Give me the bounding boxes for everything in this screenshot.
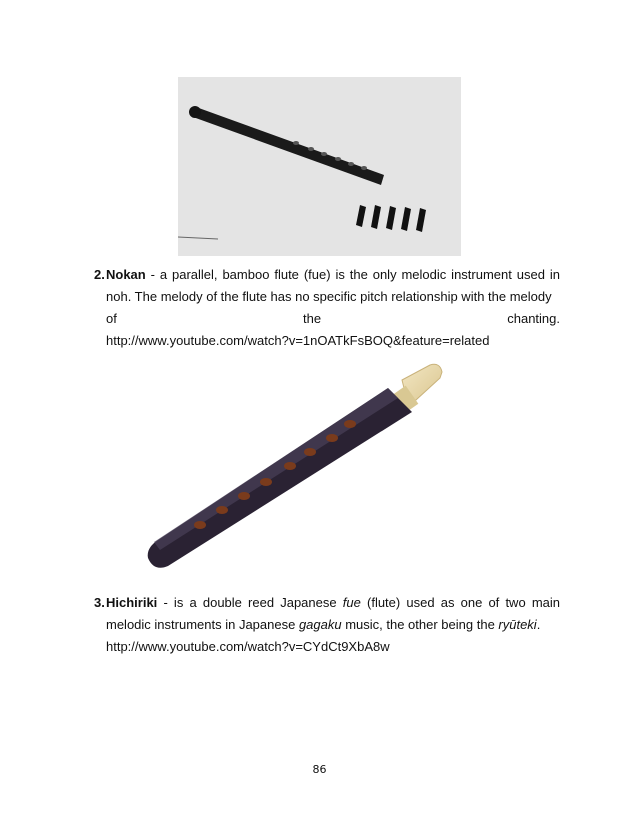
list-number: 3.: [94, 595, 105, 610]
page-number: 86: [312, 763, 327, 776]
nokan-flute-image: [178, 77, 461, 256]
italic-gagaku: gagaku: [298, 617, 342, 632]
word-the: the: [303, 311, 322, 326]
justified-line: [106, 308, 560, 330]
term-nokan: Nokan: [106, 267, 146, 282]
hichiriki-text: - is a double reed Japanese: [157, 595, 343, 610]
nokan-description: - a parallel, bamboo flute (fue) is the only melodic instrument used in noh. The melody of the flute has no specific pitch relationship with the melody: [106, 267, 560, 304]
word-of: of: [106, 311, 117, 326]
list-item-hichiriki: [94, 592, 560, 658]
term-hichiriki: Hichiriki: [106, 595, 158, 610]
hichiriki-text: .: [536, 617, 541, 632]
hichiriki-text: music, the other being the: [341, 617, 499, 632]
word-chanting: chanting.: [507, 311, 560, 326]
list-item-nokan: [94, 264, 560, 352]
hichiriki-link[interactable]: http://www.youtube.com/watch?v=CYdCt9XbA8w: [106, 639, 390, 654]
nokan-link[interactable]: http://www.youtube.com/watch?v=1nOATkFsBOQ&feature=related: [106, 333, 490, 348]
italic-ryuteki: ryūteki: [498, 617, 537, 632]
hichiriki-text: (flute) used as one of two main melodic instruments in Japanese: [106, 595, 561, 632]
italic-fue: fue: [342, 595, 361, 610]
list-number: 2.: [94, 267, 105, 282]
hichiriki-image: [140, 360, 470, 575]
